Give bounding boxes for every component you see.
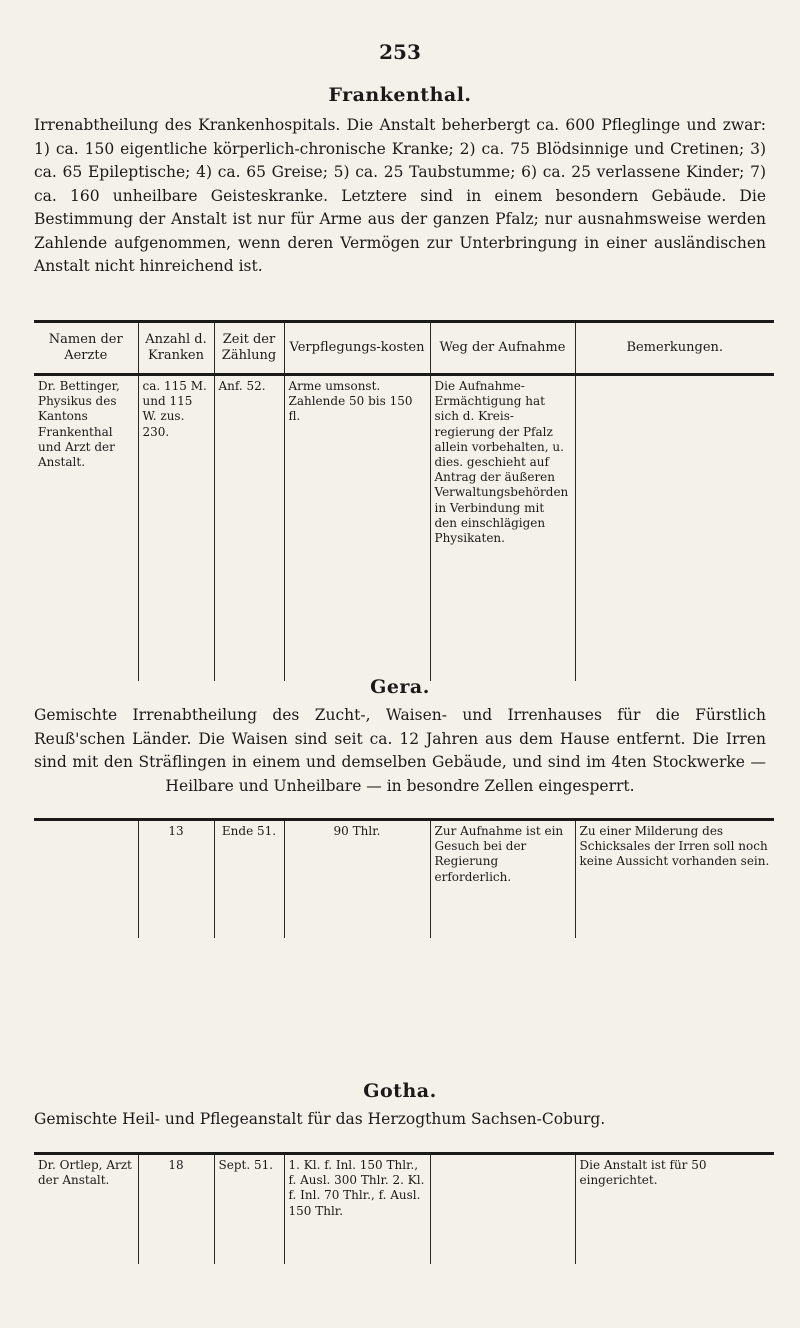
- cell-remarks: Die Anstalt ist für 50 eingerichtet.: [575, 1154, 774, 1264]
- cell-admission: Zur Aufnahme ist ein Gesuch bei der Regierung erforderlich.: [430, 820, 575, 938]
- cell-remarks: [575, 375, 774, 681]
- cell-count: 18: [138, 1154, 214, 1264]
- header-costs: Verpflegungs-kosten: [284, 322, 430, 375]
- table-row: [34, 820, 774, 938]
- cell-since: Ende 51.: [214, 820, 284, 938]
- header-since: Zeit der Zählung: [214, 322, 284, 375]
- table-header-row: [34, 322, 774, 375]
- cell-names: [34, 820, 138, 938]
- section-paragraph-gera: Gemischte Irrenabtheilung des Zucht-, Waisen- und Irrenhauses für die Fürstlich Reuß'schen Länder. Die Waisen sind seit ca. 12 Jahren aus dem Hause entfernt. Die Irren sind mit den Sträflingen in einem und demselben Gebäude, und sind im 4ten Stockwerke — Heilbare und Unheilbare — in besondre Zellen eingesperrt.: [34, 706, 766, 795]
- cell-names: Dr. Bettinger, Physikus des Kantons Frankenthal und Arzt der Anstalt.: [38, 379, 120, 470]
- cell-names: Dr. Ortlep, Arzt der Anstalt.: [34, 1154, 138, 1264]
- section-heading-gera: Gera.: [370, 676, 430, 698]
- cell-count: ca. 115 M. und 115 W. zus. 230.: [138, 375, 214, 681]
- cell-admission: Die Aufnahme-Ermächtigung hat sich d. Kreis-regierung der Pfalz allein vorbehalten, u. dies. geschieht auf Antrag der äußeren Verwaltungsbehörden in Verbindung mit den einschlägigen Physikaten.: [430, 375, 575, 681]
- table-row: [34, 375, 774, 681]
- cell-since: Sept. 51.: [214, 1154, 284, 1264]
- cell-count: 13: [138, 820, 214, 938]
- cell-since: Anf. 52.: [214, 375, 284, 681]
- cell-costs: 90 Thlr.: [284, 820, 430, 938]
- header-names: Namen der Aerzte: [34, 322, 138, 375]
- table-gera: [34, 818, 774, 938]
- table-gotha: [34, 1152, 774, 1264]
- header-remarks: Bemerkungen.: [575, 322, 774, 375]
- cell-costs: 1. Kl. f. Inl. 150 Thlr., f. Ausl. 300 Thlr. 2. Kl. f. Inl. 70 Thlr., f. Ausl. 150 Thlr.: [284, 1154, 430, 1264]
- cell-costs: Arme umsonst. Zahlende 50 bis 150 fl.: [284, 375, 430, 681]
- table-row: [34, 1154, 774, 1264]
- cell-remarks: Zu einer Milderung des Schicksales der Irren soll noch keine Aussicht vorhanden sein.: [575, 820, 774, 938]
- section-paragraph-frankenthal: Irrenabtheilung des Krankenhospitals. Die Anstalt beherbergt ca. 600 Pfleglinge und zwar: 1) ca. 150 eigentliche körperlich-chronische Kranke; 2) ca. 75 Blödsinnige und Cretinen; 3) ca. 65 Epileptische; 4) ca. 65 Greise; 5) ca. 25 Taubstumme; 6) ca. 25 verlassene Kinder; 7) ca. 160 unheilbare Geisteskranke. Letztere sind in einem besondern Gebäude. Die Bestimmung der Anstalt ist nur für Arme aus der ganzen Pfalz; nur ausnahmsweise werden Zahlende aufgenommen, wenn deren Vermögen zur Unterbringung in einer ausländischen Anstalt nicht hinreichend ist.: [34, 116, 766, 275]
- header-count: Anzahl d. Kranken: [138, 322, 214, 375]
- section-heading-frankenthal: Frankenthal.: [328, 84, 472, 106]
- table-frankenthal: [34, 320, 774, 681]
- page-number: 253: [379, 40, 421, 64]
- header-admission: Weg der Aufnahme: [430, 322, 575, 375]
- section-paragraph-gotha: Gemischte Heil- und Pflegeanstalt für das Herzogthum Sachsen-Coburg.: [34, 1110, 606, 1128]
- cell-admission: [430, 1154, 575, 1264]
- section-heading-gotha: Gotha.: [363, 1080, 437, 1102]
